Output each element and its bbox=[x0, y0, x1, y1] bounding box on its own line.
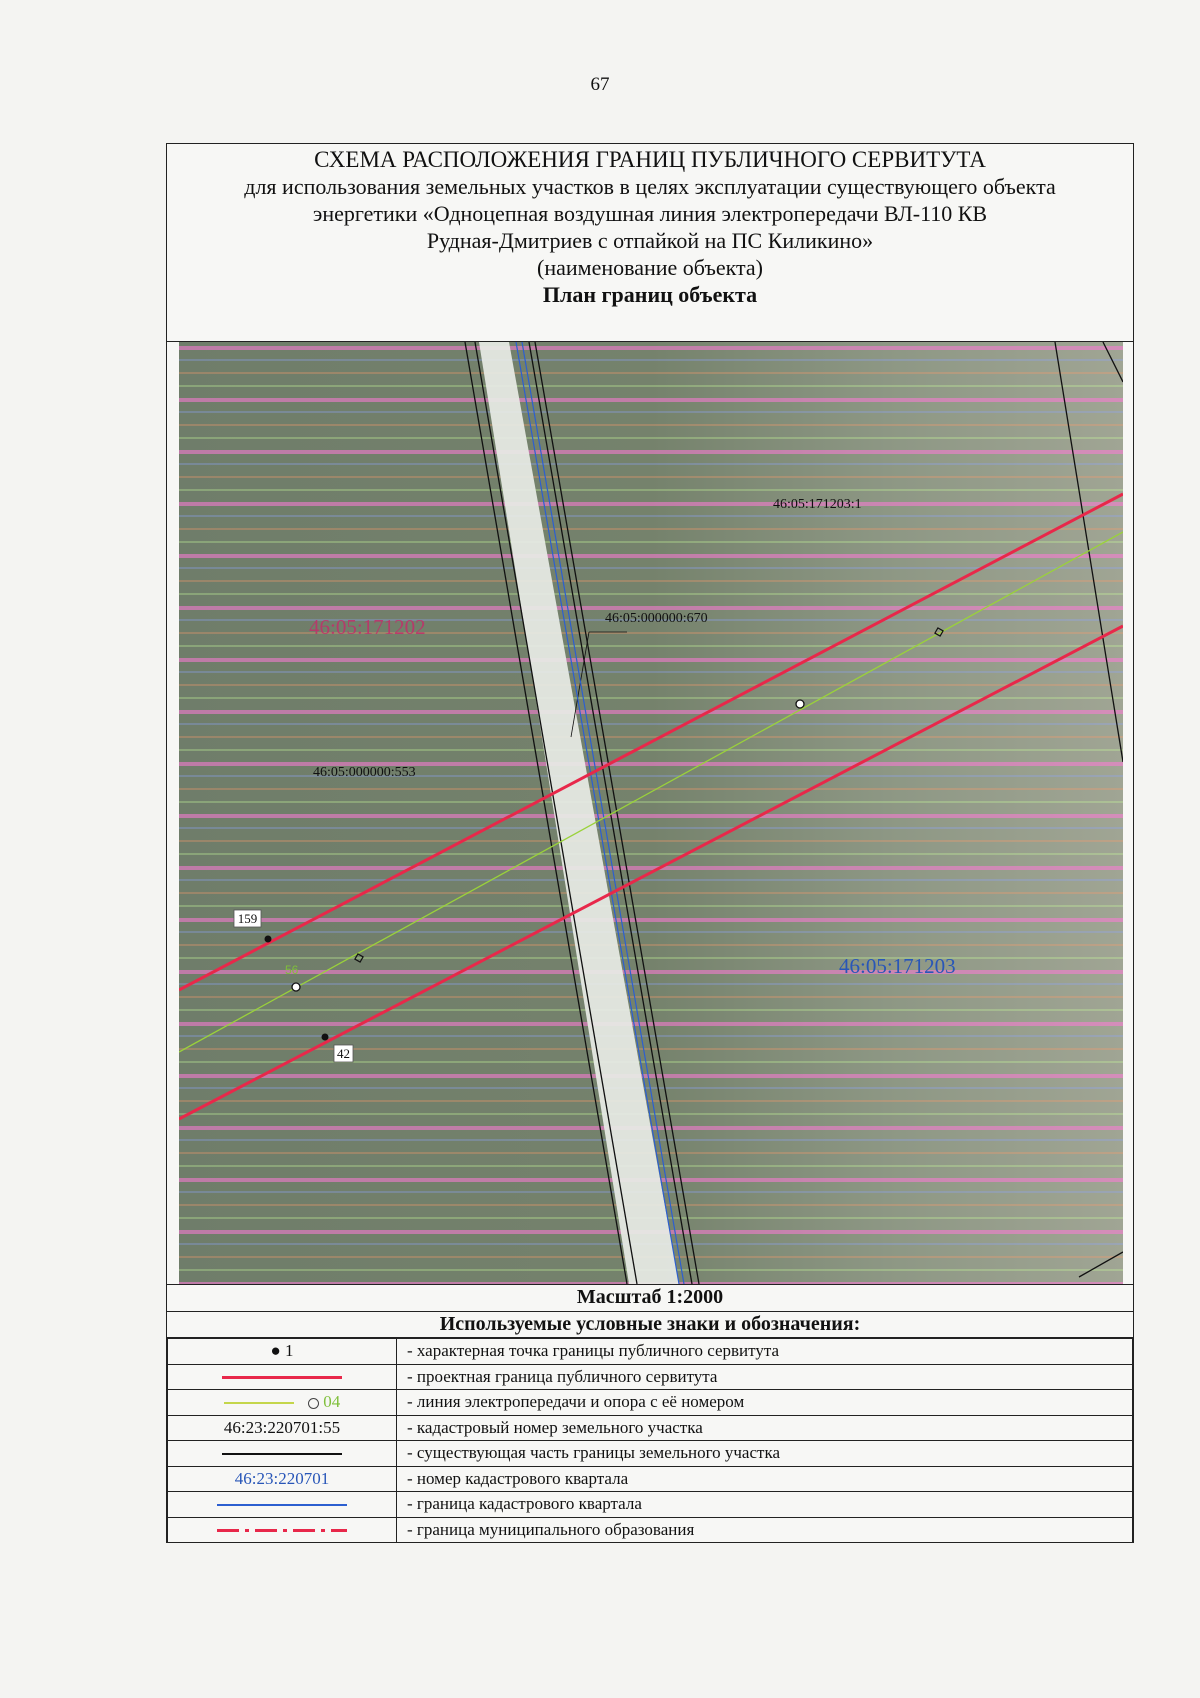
scan-stripe bbox=[179, 1022, 1123, 1026]
scan-stripe bbox=[179, 671, 1123, 673]
scan-stripe bbox=[179, 853, 1123, 855]
legend-symbol bbox=[168, 1339, 397, 1365]
boundary-point-42[interactable] bbox=[322, 1034, 329, 1041]
legend-description: - существующая часть границы земельного участка bbox=[397, 1441, 1133, 1467]
scan-stripe bbox=[179, 801, 1123, 803]
legend-row bbox=[168, 1415, 1133, 1441]
scan-stripe bbox=[179, 476, 1123, 478]
scan-stripe bbox=[179, 489, 1123, 491]
municipal-boundary-icon bbox=[217, 1529, 347, 1532]
scan-stripe bbox=[179, 879, 1123, 881]
page-number: 67 bbox=[590, 74, 610, 95]
scan-stripe bbox=[179, 944, 1123, 946]
scheme-subtitle-3: Рудная-Дмитриев с отпайкой на ПС Киликино» bbox=[426, 228, 874, 253]
legend-symbol: 46:23:220701:55 bbox=[168, 1415, 397, 1441]
plan-title: План границ объекта bbox=[542, 282, 758, 307]
pole-number: 56 bbox=[285, 963, 299, 977]
point-label-42: 42 bbox=[337, 1046, 350, 1061]
scheme-subtitle-2: энергетики «Одноцепная воздушная линия электропередачи ВЛ-110 КВ bbox=[312, 201, 988, 226]
legend-symbol: 46:23:220701 bbox=[168, 1466, 397, 1492]
legend-title: Используемые условные знаки и обозначения: bbox=[167, 1312, 1133, 1338]
pole-marker[interactable] bbox=[796, 700, 804, 708]
scan-stripe bbox=[179, 515, 1123, 517]
scheme-title: СХЕМА РАСПОЛОЖЕНИЯ ГРАНИЦ ПУБЛИЧНОГО СЕРВИТУТА bbox=[314, 147, 986, 172]
scan-stripe bbox=[179, 814, 1123, 818]
scheme-header bbox=[167, 144, 1133, 342]
legend-description: - проектная граница публичного сервитута bbox=[397, 1364, 1133, 1390]
scan-stripe bbox=[179, 1074, 1123, 1078]
scan-stripe bbox=[179, 346, 1123, 350]
legend-description: - граница кадастрового квартала bbox=[397, 1492, 1133, 1518]
pole-marker[interactable] bbox=[292, 983, 300, 991]
scan-stripe bbox=[179, 827, 1123, 829]
boundary-point-icon: ● bbox=[270, 1341, 281, 1361]
scan-stripe bbox=[179, 437, 1123, 439]
scan-stripe bbox=[179, 463, 1123, 465]
legend-symbol bbox=[168, 1364, 397, 1390]
pole-icon bbox=[308, 1398, 319, 1409]
legend-description: - кадастровый номер земельного участка bbox=[397, 1415, 1133, 1441]
scan-stripe bbox=[179, 684, 1123, 686]
legend-row bbox=[168, 1364, 1133, 1390]
scan-stripe bbox=[179, 424, 1123, 426]
scan-stripe bbox=[179, 749, 1123, 751]
parcel-label: 46:05:000000:553 bbox=[313, 765, 416, 780]
quarter-label: 46:05:171203 bbox=[839, 954, 956, 978]
parcel-label: 46:05:000000:670 bbox=[605, 611, 708, 626]
scan-stripe bbox=[179, 892, 1123, 894]
legend-description: - линия электропередачи и опора с её номером bbox=[397, 1390, 1133, 1416]
scheme-subtitle-1: для использования земельных участков в целях эксплуатации существующего объекта bbox=[244, 174, 1056, 199]
scan-stripe bbox=[179, 840, 1123, 842]
parcel-label: 46:05:171203:1 bbox=[773, 497, 862, 512]
legend-description: - граница муниципального образования bbox=[397, 1517, 1133, 1543]
scan-stripe bbox=[179, 1061, 1123, 1063]
scan-stripe bbox=[179, 502, 1123, 506]
legend-description: - характерная точка границы публичного сервитута bbox=[397, 1339, 1133, 1365]
scan-stripe bbox=[179, 372, 1123, 374]
scan-stripe bbox=[179, 710, 1123, 714]
scan-stripe bbox=[179, 736, 1123, 738]
scan-stripe bbox=[179, 645, 1123, 647]
scan-stripe bbox=[179, 931, 1123, 933]
map-view[interactable] bbox=[179, 342, 1123, 1284]
scheme-frame bbox=[166, 143, 1134, 1543]
scan-stripe bbox=[179, 385, 1123, 387]
legend-table bbox=[167, 1338, 1133, 1543]
scan-stripe bbox=[179, 918, 1123, 922]
power-line-icon bbox=[224, 1402, 294, 1404]
parcel-boundary-icon bbox=[222, 1453, 342, 1455]
legend-symbol-text: 04 bbox=[323, 1392, 341, 1412]
point-label-159: 159 bbox=[237, 911, 258, 926]
scan-stripe bbox=[179, 957, 1123, 959]
scale-label: Масштаб 1:2000 bbox=[167, 1284, 1133, 1312]
scan-stripe bbox=[179, 593, 1123, 595]
legend-row bbox=[168, 1492, 1133, 1518]
scan-stripe bbox=[179, 788, 1123, 790]
legend-row bbox=[168, 1339, 1133, 1365]
legend-row bbox=[168, 1441, 1133, 1467]
scan-stripe bbox=[179, 541, 1123, 543]
scan-stripe bbox=[179, 905, 1123, 907]
legend-symbol bbox=[168, 1492, 397, 1518]
scan-stripe bbox=[179, 450, 1123, 454]
boundary-point-159[interactable] bbox=[265, 936, 272, 943]
quarter-boundary-icon bbox=[217, 1504, 347, 1506]
object-name-caption: (наименование объекта) bbox=[537, 255, 763, 280]
scan-stripe bbox=[179, 996, 1123, 998]
scan-stripe bbox=[179, 359, 1123, 361]
servitude-line-icon bbox=[222, 1376, 342, 1379]
legend-row bbox=[168, 1466, 1133, 1492]
legend-symbol bbox=[168, 1517, 397, 1543]
legend-symbol bbox=[168, 1441, 397, 1467]
scan-stripe bbox=[179, 1113, 1123, 1115]
scan-stripe bbox=[179, 580, 1123, 582]
scan-stripe bbox=[179, 1100, 1123, 1102]
scan-stripe bbox=[179, 723, 1123, 725]
scan-stripe bbox=[179, 983, 1123, 985]
legend-row bbox=[168, 1390, 1133, 1416]
legend-symbol bbox=[168, 1390, 397, 1416]
scan-stripe bbox=[179, 411, 1123, 413]
scan-stripe bbox=[179, 658, 1123, 662]
scan-stripe bbox=[179, 528, 1123, 530]
map-svg bbox=[179, 342, 1123, 1284]
legend-symbol-text: 1 bbox=[285, 1341, 294, 1361]
quarter-label: 46:05:171202 bbox=[309, 615, 426, 639]
legend-description: - номер кадастрового квартала bbox=[397, 1466, 1133, 1492]
scan-stripe bbox=[179, 554, 1123, 558]
scan-stripe bbox=[179, 866, 1123, 870]
legend-row bbox=[168, 1517, 1133, 1543]
scan-stripe bbox=[179, 398, 1123, 402]
scan-stripe bbox=[179, 1035, 1123, 1037]
